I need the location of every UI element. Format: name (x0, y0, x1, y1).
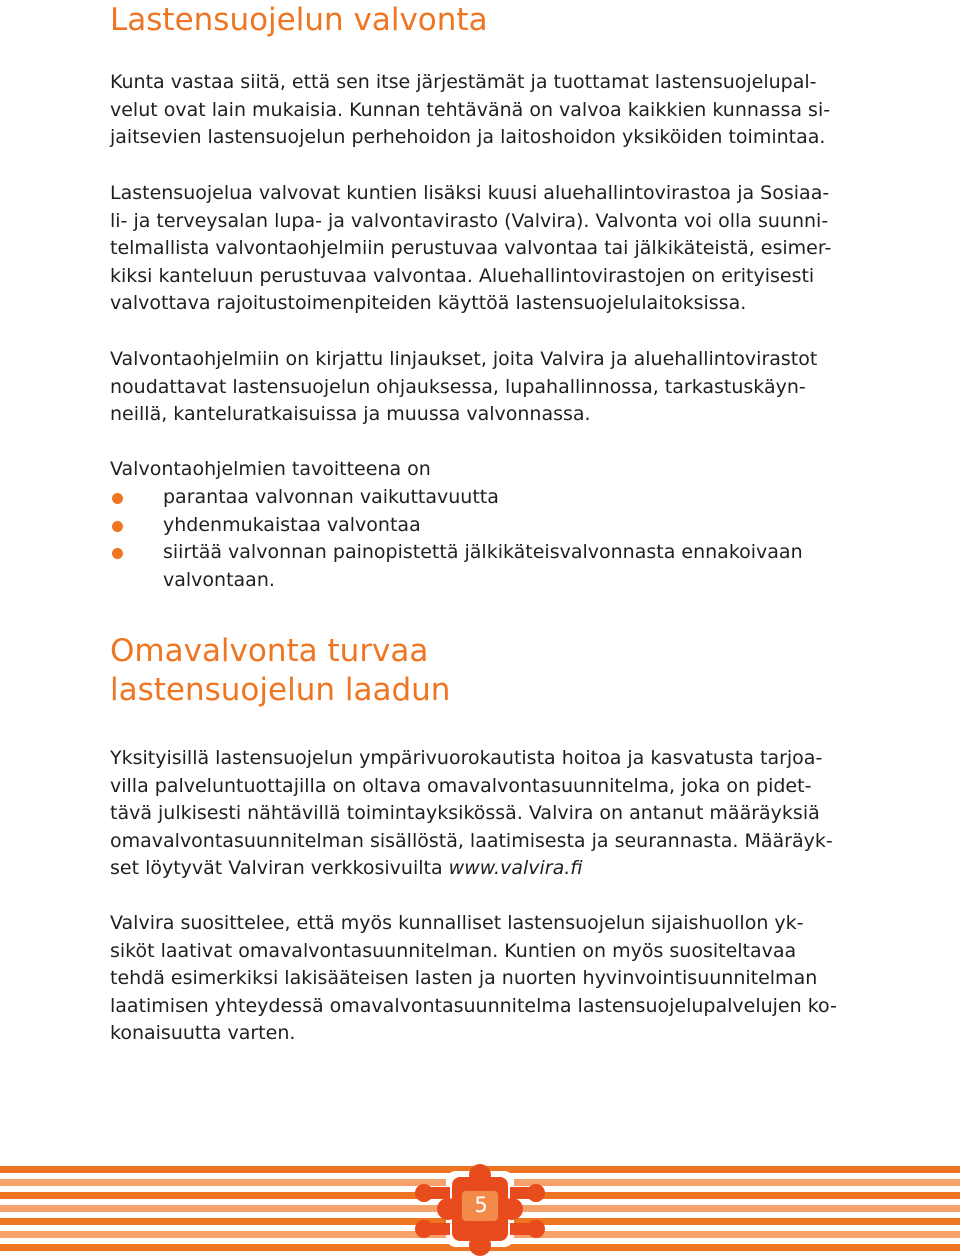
goals-list (110, 484, 803, 594)
text-line: villa palveluntuottajilla on oltava omavalvontasuunnitelma, joka on pidet- (110, 774, 812, 797)
paragraph-valvovat-viranomaiset (110, 180, 850, 318)
text-line: telmallista valvontaohjelmiin perustuvaa valvontaa tai jälkikäteistä, esimer- (110, 237, 832, 259)
text-line: tehdä esimerkiksi lakisääteisen lasten ja nuorten hyvinvointisuunnitelman (110, 967, 818, 989)
list-item-text: yhdenmukaistaa valvontaa (163, 513, 421, 536)
bullet-dot-icon (112, 521, 123, 532)
list-item (110, 484, 803, 512)
text-line: siköt laativat omavalvontasuunnitelman. Kuntien on myös suositeltavaa (110, 939, 797, 962)
bullet-dot-icon (112, 548, 123, 559)
text-line: velut ovat lain mukaisia. Kunnan tehtävänä on valvoa kaikkien kunnassa si- (110, 98, 831, 121)
page-number: 5 (474, 1193, 488, 1217)
text-line: Kunta vastaa siitä, että sen itse järjestämät ja tuottamat lastensuojelupal- (110, 71, 817, 93)
text-line: laatimisen yhteydessä omavalvontasuunnitelma lastensuojelupalvelujen ko- (110, 994, 837, 1017)
text-line: jaitsevien lastensuojelun perhehoidon ja laitoshoidon yksiköiden toimintaa. (110, 126, 826, 148)
text-line: noudattavat lastensuojelun ohjauksessa, lupahallinnossa, tarkastuskäyn- (110, 375, 806, 398)
section-title-line: lastensuojelun laadun (110, 672, 451, 708)
text-line: konaisuutta varten. (110, 1022, 296, 1044)
text-line: neillä, kanteluratkaisuissa ja muussa valvonnassa. (110, 403, 591, 425)
valvira-link[interactable]: www.valvira.fi (448, 857, 583, 879)
text-line: omavalvontasuunnitelman sisällöstä, laatimisesta ja seurannasta. Määräyk- (110, 829, 833, 852)
text-line: Yksityisillä lastensuojelun ympärivuorokautista hoitoa ja kasvatusta tarjoa- (110, 747, 823, 769)
list-item (110, 512, 803, 540)
paragraph-suositus (110, 910, 850, 1048)
section-title-line: Omavalvonta turvaa (110, 633, 429, 669)
text-line: Valvira suosittelee, että myös kunnalliset lastensuojelun sijaishuollon yk- (110, 912, 804, 934)
list-item-text-continuation: valvontaan. (163, 568, 275, 591)
list-item-text: siirtää valvonnan painopistettä jälkikäteisvalvonnasta ennakoivaan (163, 541, 803, 563)
text-line: Valvontaohjelmien tavoitteena on (110, 458, 431, 480)
page-title: Lastensuojelun valvonta (110, 2, 488, 38)
text-line: valvottava rajoitustoimenpiteiden käyttöä lastensuojelulaitoksissa. (110, 292, 747, 314)
paragraph-omavalvontasuunnitelma (110, 745, 850, 883)
paragraph-kunta-valvonta (110, 69, 850, 152)
text-line (110, 855, 850, 883)
text-line: li- ja terveysalan lupa- ja valvontavirasto (Valvira). Valvonta voi olla suunni- (110, 209, 829, 232)
text-line: Valvontaohjelmiin on kirjattu linjaukset, joita Valvira ja aluehallintovirastot (110, 348, 818, 370)
text-line: kiksi kanteluun perustuvaa valvontaa. Aluehallintovirastojen on erityisesti (110, 264, 815, 287)
list-item-text: parantaa valvonnan vaikuttavuutta (163, 486, 499, 508)
paragraph-valvontaohjelmat (110, 346, 850, 429)
bullet-dot-icon (112, 493, 123, 504)
list-intro (110, 456, 850, 484)
text-fragment: set löytyvät Valviran verkkosivuilta (110, 857, 449, 879)
section-title (110, 632, 450, 710)
text-line: tävä julkisesti nähtävillä toimintayksikössä. Valvira on antanut määräyksiä (110, 802, 820, 824)
text-line: Lastensuojelua valvovat kuntien lisäksi kuusi aluehallintovirastoa ja Sosiaa- (110, 182, 830, 204)
list-item (110, 539, 803, 594)
